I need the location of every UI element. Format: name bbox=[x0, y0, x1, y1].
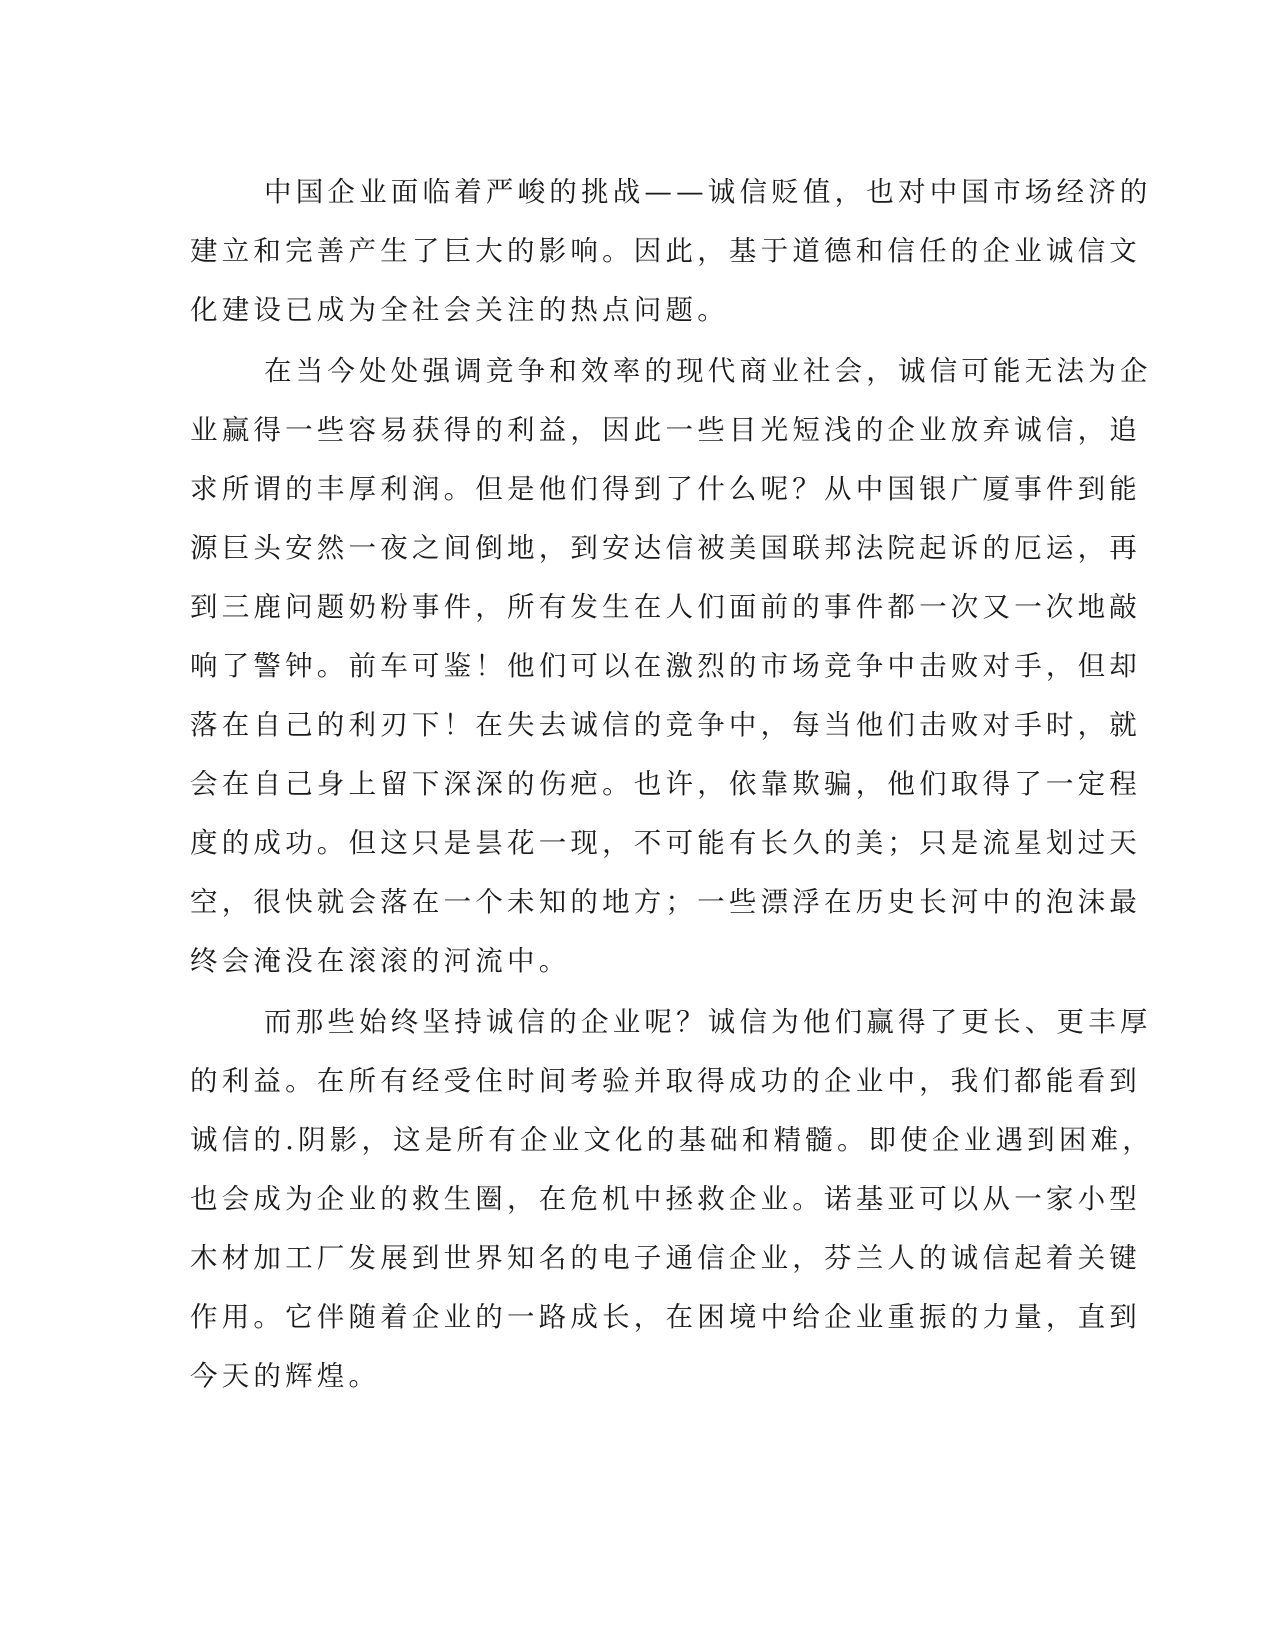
paragraph-2-line-1: 在当今处处强调竞争和效率的现代商业社会，诚信可能无法为企 bbox=[264, 355, 1152, 387]
paragraph-3-line-6: 作用。它伴随着企业的一路成长，在困境中给企业重振的力量，直到 bbox=[190, 1301, 1141, 1333]
paragraph-3-line-7: 今天的辉煌。 bbox=[190, 1360, 381, 1392]
paragraph-3-line-4: 也会成为企业的救生圈，在危机中拯救企业。诺基亚可以从一家小型 bbox=[190, 1183, 1141, 1215]
paragraph-2-line-7: 落在自己的利刃下！在失去诚信的竞争中，每当他们击败对手时，就 bbox=[190, 709, 1141, 741]
paragraph-2-line-11: 终会淹没在滚滚的河流中。 bbox=[190, 945, 571, 977]
paragraph-1-line-1: 中国企业面临着严峻的挑战——诚信贬值，也对中国市场经济的 bbox=[264, 176, 1152, 208]
paragraph-3-line-3: 诚信的.阴影，这是所有企业文化的基础和精髓。即使企业遇到困难， bbox=[190, 1124, 1154, 1156]
paragraph-3-line-1: 而那些始终坚持诚信的企业呢？诚信为他们赢得了更长、更丰厚 bbox=[264, 1006, 1152, 1038]
paragraph-2-line-8: 会在自己身上留下深深的伤疤。也许，依靠欺骗，他们取得了一定程 bbox=[190, 768, 1141, 800]
paragraph-2-line-4: 源巨头安然一夜之间倒地，到安达信被美国联邦法院起诉的厄运，再 bbox=[190, 532, 1141, 564]
paragraph-2-line-2: 业赢得一些容易获得的利益，因此一些目光短浅的企业放弃诚信，追 bbox=[190, 414, 1141, 446]
paragraph-2-line-6: 响了警钟。前车可鉴！他们可以在激烈的市场竞争中击败对手，但却 bbox=[190, 650, 1141, 682]
paragraph-2-line-3: 求所谓的丰厚利润。但是他们得到了什么呢？从中国银广厦事件到能 bbox=[190, 473, 1141, 505]
paragraph-1-line-3: 化建设已成为全社会关注的热点问题。 bbox=[190, 294, 729, 326]
paragraph-2-line-9: 度的成功。但这只是昙花一现，不可能有长久的美；只是流星划过天 bbox=[190, 827, 1141, 859]
paragraph-2-line-5: 到三鹿问题奶粉事件，所有发生在人们面前的事件都一次又一次地敲 bbox=[190, 591, 1141, 623]
paragraph-3-line-2: 的利益。在所有经受住时间考验并取得成功的企业中，我们都能看到 bbox=[190, 1065, 1141, 1097]
paragraph-3-line-5: 木材加工厂发展到世界知名的电子通信企业，芬兰人的诚信起着关键 bbox=[190, 1242, 1141, 1274]
paragraph-1-line-2: 建立和完善产生了巨大的影响。因此，基于道德和信任的企业诚信文 bbox=[190, 235, 1141, 267]
paragraph-2-line-10: 空，很快就会落在一个未知的地方；一些漂浮在历史长河中的泡沫最 bbox=[190, 886, 1141, 918]
body-text bbox=[190, 163, 1154, 1406]
